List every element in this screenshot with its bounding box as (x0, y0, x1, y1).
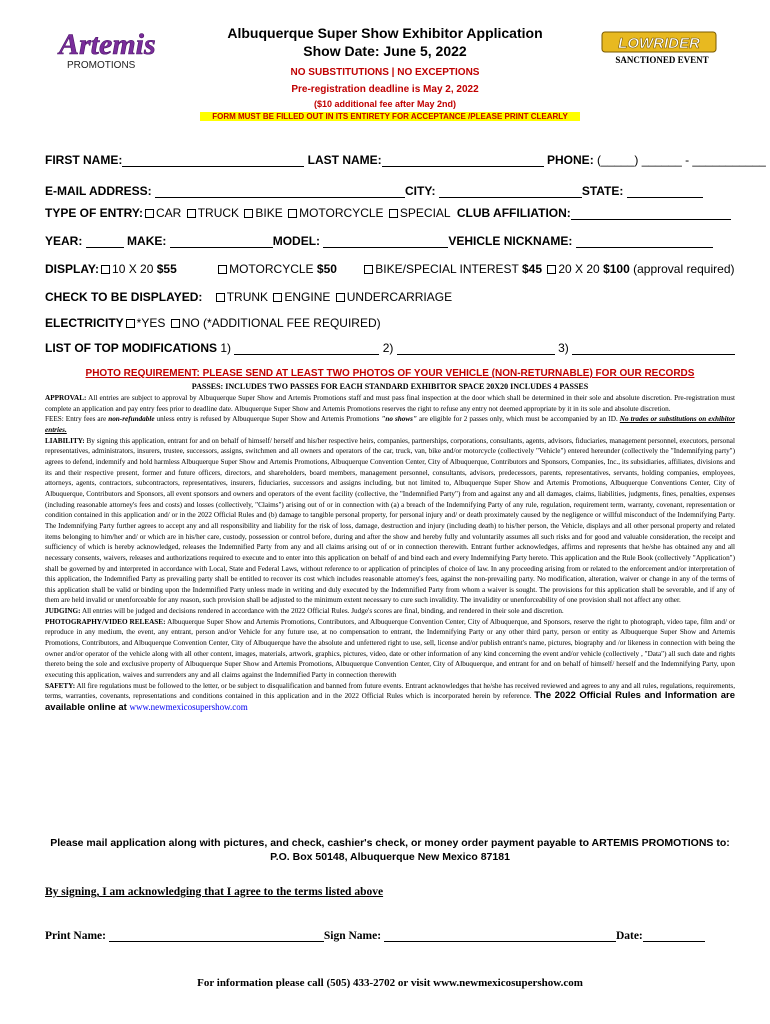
electricity-yes-checkbox[interactable] (126, 319, 135, 328)
city-field[interactable] (439, 186, 582, 198)
model-field[interactable] (323, 236, 448, 248)
mailing-address: P.O. Box 50148, Albuquerque New Mexico 87181 (270, 851, 510, 863)
display-10x20-checkbox[interactable] (101, 265, 110, 274)
entry-type-row (45, 206, 740, 220)
instructions-banner: FORM MUST BE FILLED OUT IN ITS ENTIRETY FOR ACCEPTANCE /PLEASE PRINT CLEARLY (200, 112, 580, 121)
safety-label: SAFETY: (45, 681, 76, 690)
modifications-label: LIST OF TOP MODIFICATIONS (45, 341, 218, 355)
approval-paragraph (45, 393, 735, 414)
bike-checkbox[interactable] (244, 209, 253, 218)
year-field[interactable] (86, 236, 124, 248)
last-name-field[interactable] (382, 155, 544, 167)
footer-contact: For information please call (505) 433-2702 or visit www.newmexicosupershow.com (197, 977, 583, 989)
judging-text: All entries will be judged and decisions rendered in accordance with the 2022 Official Rules. Judge's scores are final, binding, and rendered in their sole and discretion. (80, 607, 564, 616)
print-name-label: Print Name: (45, 930, 106, 942)
fees-non-refundable: non-refundable (108, 415, 155, 424)
signing-acknowledgement: By signing, I am acknowledging that I agree to the terms listed above (45, 886, 384, 898)
check-displayed-label: CHECK TO BE DISPLAYED: (45, 290, 203, 304)
artemis-promotions-logo (55, 24, 165, 74)
motorcycle-option-label: MOTORCYCLE (299, 206, 384, 220)
trunk-checkbox[interactable] (216, 293, 225, 302)
undercarriage-checkbox[interactable] (336, 293, 345, 302)
liability-paragraph (45, 436, 735, 607)
truck-option-label: TRUCK (197, 206, 240, 220)
display-row (45, 262, 740, 276)
photo-release-text: Albuquerque Super Show and Artemis Promotions, Contributors, and Albuquerque Convention Center, City of Albuquerque, and Sponsors, reserve the right to photograph, video tape, film and/ or reproduce in any medium, the event, any entrant, person and/or Vehicle for any future use, at no compensation to entrant, the Indemnifying Party or any other third party, person or entity as Albuquerque Super Show and Artemis Promotions, Contributors, and Albuquerque Convention Center, City of Albuquerque have the absolute and unfettered right to use, sell, license and/or publish entrant's name, pictures, biography and /or likeness in connection with being the owner and/or operator of the vehicle along with all other content, images, materials, artwork, graphics, pictures, video, date or other information of any kind concerning the event and/or vehicle (collectively , "Data") all such date and rights thereto being the sole and exclusive property of Albuquerque Super Show and Artemis Promotions, Albuquerque Convention Center, City of Albuquerque, and entrant for and on behalf of himself/ herself and the Indemnifying Party, upon executing this application, waives and surrenders any and all claims against the Indemnified Party in connection therewith (45, 617, 735, 680)
fees-text-a: FEES: Entry fees are (45, 415, 109, 424)
fees-no-trades: No trades or substitutions on exhibitor entries. (45, 415, 735, 434)
display-label: DISPLAY: (45, 262, 100, 276)
display-motorcycle-price: $50 (316, 262, 337, 276)
display-bike-price: $45 (521, 262, 543, 276)
display-motorcycle-label: MOTORCYCLE (229, 262, 317, 276)
rules-availability: The 2022 Official Rules and Information are available online at (45, 690, 735, 714)
form-title: Albuquerque Super Show Exhibitor Application (227, 25, 543, 41)
electricity-yes-label: *YES (136, 316, 166, 330)
late-fee-note: ($10 additional fee after May 2nd) (313, 99, 457, 109)
electricity-no-label: NO (*ADDITIONAL FEE REQUIRED) (181, 316, 381, 330)
model-label: MODEL: (272, 234, 321, 248)
engine-checkbox[interactable] (273, 293, 282, 302)
mod-3-label: 3) (558, 341, 569, 355)
undercarriage-label: UNDERCARRIAGE (346, 290, 453, 304)
mod-1-label: 1) (220, 341, 232, 355)
electricity-row (45, 316, 740, 330)
display-bike-label: BIKE/SPECIAL INTEREST (375, 262, 522, 276)
liability-text: By signing this application, entrant for and on behalf of himself/ herself and his/her respective heirs, companies, partnerships, corporations, consultants, agents, advisors, fiduciaries, management personnel, executors, personal representatives, administrators, insurers, trustee, successors, assigns, switchmen and all owners and operators of the car, truck, van, bike and/or motorcycle (collectively "Vehicle") entered hereunder (collectively the "Indemnifying party") agrees to defend, indemnify and hold harmless Albuquerque Super Show and Artemis Promotions, Albuquerque Convention Center, City of Albuquerque, Contributors and Sponsors, Companies, Inc., its subsidiaries, affiliates, divisions and its and their respective present, former and future officers, directors, and shareholders, board members, management personnel, consultants, advisors, predecessors, parents, representatives, servants, holding companies, employees, attorneys, agents, contractors, subcontractors, representatives, insurers, fiduciaries, successors and assigns including, but not limited to, Albuquerque Super Show and Artemis Promotions, Albuquerque Conventions Center, City of Albuquerque, Contributors and Sponsors, all event sponsors and owners and operators of the event facility (collective, the "Indemnified Party") from and against any and all damages, claims, liabilities, judgments, fines, penalties, expenses (including reasonable attorney's fees and costs) and losses (collectively, "Claims") arising out of or in connection with (a) a breach of the Indemnifying Party of any rule, regulation, requirement term, warranty, covenant, representation or condition contained in this application and/ or in the 2022 Official Rules and (b) damage to tangible personal property, for personal injury and/ or death proximately caused by the negligence or willful misconduct of the Indemnifying Party. The Indemnifying Party further agrees to accept any and all responsibility and liability for the risk of loss, damage, destruction and injury (including death) to his/her person, the Vehicle, displays and all other personal property and related items belonging to him/her and/ or which are in his/her care, custody, possession or control before, during and after the show and hereby fully and voluntarily assumes all such risks and for good and valuable consideration, the receipt and sufficiency of which is hereby acknowledged, releases the Indemnified Party from any and all claims arising out of or in connection therewith. Entrant further acknowledges, affirms and represents that he/she has obtained any and all necessary consents, waivers, releases and authorizations required to execute and to enter into this application on behalf of and bind each and every Indemnifying Party hereto. This application and the Rule Book (collectively "Application") shall be governed by and interpreted in accordance with Local, State and Federal Laws, without reference to or application of principles of choice of law. In any proceeding arising from or related to the enforcement and/or interpretation of this application, the Indemnified Party as prevailing party shall be entitled to recover its cost which includes reasonable attorney's fees, against the non-prevailing party. No modification, alteration, waiver or change in any of the terms of this application shall be valid or binding upon the Indemnified Party unless made in writing and duly executed by the Indemnified Party from whom a waiver is sought. The provisions for this application shall be severable, and if any of them are held invalid or unenforceable for any reason, such provision shall be adjusted to the minimum extent necessary to cure such invalidity. The invalidity or unenforceability of one provision shall not affect any other. (45, 436, 735, 605)
display-20x20-note: (approval required) (629, 262, 735, 276)
fees-text-c: unless entry is refused by Albuquerque Super Show and Artemis Promotions (154, 415, 382, 424)
no-substitutions: NO SUBSTITUTIONS | NO EXCEPTIONS (290, 67, 480, 78)
fees-no-shows: "no shows" (381, 415, 417, 424)
svg-text:LOWRIDER: LOWRIDER (618, 35, 700, 52)
terms-text (45, 393, 735, 714)
safety-paragraph (45, 681, 735, 714)
special-option-label: SPECIAL (399, 206, 451, 220)
name-phone-row (45, 153, 766, 167)
fees-paragraph (45, 414, 735, 435)
email-city-state-row (45, 184, 740, 198)
engine-label: ENGINE (284, 290, 331, 304)
judging-paragraph (45, 606, 735, 617)
signature-row (45, 930, 735, 942)
mod-1-field[interactable] (234, 343, 379, 355)
phone-field[interactable]: (_____) ______ - ___________ (597, 153, 766, 167)
car-checkbox[interactable] (145, 209, 154, 218)
show-date: Show Date: June 5, 2022 (303, 43, 467, 59)
safety-text: All fire regulations must be followed to the letter, or be subject to disqualification and banned from future events. Entrant acknowledges that he/she has received reviewed and agrees to any and all rules, regulations, requirements, terms, warranties, covenants, representations and conditions contained in this application and in the 2022 Official Rules which is incorporated herein by reference. (45, 681, 735, 701)
phone-label: PHONE: (547, 153, 594, 167)
special-checkbox[interactable] (389, 209, 398, 218)
year-label: YEAR: (45, 234, 83, 248)
sign-name-label: Sign Name: (323, 930, 382, 942)
display-10x20-label: 10 X 20 (112, 262, 157, 276)
display-20x20-checkbox[interactable] (547, 265, 556, 274)
electricity-no-checkbox[interactable] (171, 319, 180, 328)
svg-text:Artemis: Artemis (59, 28, 156, 61)
nickname-field[interactable] (576, 236, 713, 248)
date-label: Date: (615, 930, 643, 942)
vehicle-info-row (45, 234, 740, 248)
motorcycle-checkbox[interactable] (288, 209, 297, 218)
photo-requirement: PHOTO REQUIREMENT: PLEASE SEND AT LEAST TWO PHOTOS OF YOUR VEHICLE (NON-RETURNABLE) FOR OUR RECORDS (85, 368, 695, 379)
state-field[interactable] (627, 186, 703, 198)
mailing-line-1: Please mail application along with pictures, and check, cashier's check, or money order payment payable to ARTEMIS PROMOTIONS to: (50, 837, 730, 849)
first-name-field[interactable] (122, 155, 304, 167)
make-label: MAKE: (127, 234, 167, 248)
display-20x20-label: 20 X 20 (558, 262, 604, 276)
city-label: CITY: (405, 184, 436, 198)
liability-label: LIABILITY: (45, 436, 85, 445)
date-field[interactable] (643, 930, 705, 942)
check-displayed-row (45, 290, 740, 304)
mailing-instructions (45, 836, 735, 864)
state-label: STATE: (581, 184, 624, 198)
first-name-label: FIRST NAME: (45, 153, 123, 167)
nickname-label: VEHICLE NICKNAME: (448, 234, 573, 248)
email-field[interactable] (155, 186, 405, 198)
bike-option-label: BIKE (255, 206, 283, 220)
email-label: E-MAIL ADDRESS: (45, 184, 152, 198)
photo-release-paragraph (45, 617, 735, 681)
sign-name-field[interactable] (384, 930, 616, 942)
modifications-row (45, 341, 740, 355)
club-field[interactable] (571, 208, 731, 220)
svg-text:SANCTIONED EVENT: SANCTIONED EVENT (615, 55, 709, 65)
lowrider-sanctioned-logo (600, 28, 720, 68)
last-name-label: LAST NAME: (307, 153, 382, 167)
entry-type-label: TYPE OF ENTRY: (45, 206, 144, 220)
mod-2-label: 2) (382, 341, 394, 355)
make-field[interactable] (170, 236, 273, 248)
truck-checkbox[interactable] (187, 209, 196, 218)
photo-release-label: PHOTOGRAPHY/VIDEO RELEASE: (45, 617, 166, 626)
passes-info: PASSES: INCLUDES TWO PASSES FOR EACH STANDARD EXHIBITOR SPACE 20X20 INCLUDES 4 PASSES (191, 382, 589, 391)
judging-label: JUDGING: (45, 607, 81, 616)
mod-3-field[interactable] (572, 343, 735, 355)
rules-link[interactable]: www.newmexicosupershow.com (129, 702, 248, 713)
registration-deadline: Pre-registration deadline is May 2, 2022 (291, 84, 479, 95)
display-motorcycle-checkbox[interactable] (218, 265, 227, 274)
approval-text: All entries are subject to approval by Albuquerque Super Show and Artemis Promotions staff and must pass final inspection at the door which shall be determined in their sole and absolute discretion. Pre-registration must complete an application and pay entry fees prior to deadline date. Albuquerque Super Show and Artemis Promotions reserves the right to refuse any entry not deemed appropriate by it in its sole and absolute discretion. (45, 394, 735, 413)
display-bike-checkbox[interactable] (364, 265, 373, 274)
club-label: CLUB AFFILIATION: (456, 206, 571, 220)
mod-2-field[interactable] (397, 343, 555, 355)
trunk-label: TRUNK (226, 290, 269, 304)
svg-text:PROMOTIONS: PROMOTIONS (67, 60, 136, 71)
display-10x20-price: $55 (156, 262, 177, 276)
approval-label: APPROVAL: (45, 394, 87, 402)
electricity-label: ELECTRICITY (45, 316, 124, 330)
display-20x20-price: $100 (603, 262, 630, 276)
print-name-field[interactable] (109, 930, 324, 942)
car-option-label: CAR (156, 206, 182, 220)
fees-text-e: are eligible for 2 passes only, which must be accompanied by an ID. (416, 415, 620, 424)
